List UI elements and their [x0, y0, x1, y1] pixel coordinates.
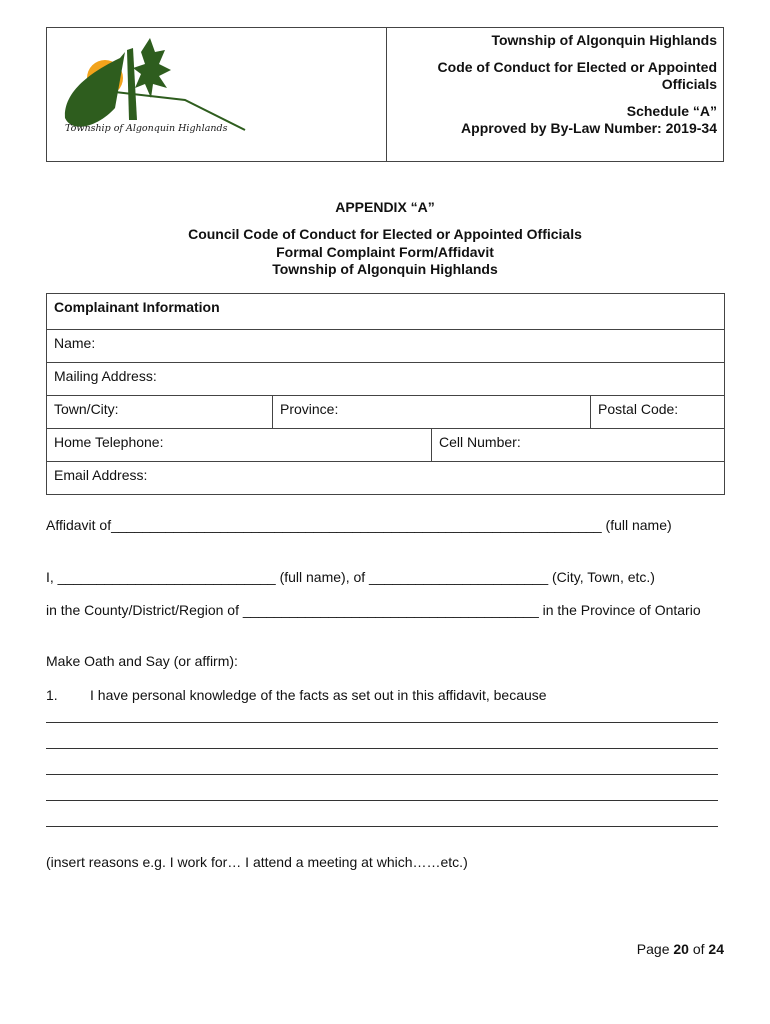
identity-line: I, ____________________________ (full name), of _______________________ (City, Town, etc.) — [46, 569, 655, 585]
schedule-label: Schedule “A” — [626, 103, 717, 119]
answer-line[interactable] — [46, 748, 718, 749]
township-logo — [55, 30, 255, 155]
item-1-number: 1. — [46, 687, 58, 703]
page-footer — [637, 941, 724, 957]
maple-leaf-shape — [133, 38, 171, 98]
header-table — [46, 27, 724, 162]
home-telephone-field[interactable]: Home Telephone: — [47, 429, 432, 462]
appendix-line2: Formal Complaint Form/Affidavit — [276, 243, 494, 260]
postal-code-field[interactable]: Postal Code: — [591, 396, 725, 429]
page-label: Page — [636, 941, 670, 957]
doc-title: Code of Conduct for Elected or Appointed Officials — [437, 59, 717, 92]
name-field[interactable]: Name: — [47, 330, 725, 363]
page-total: 24 — [708, 941, 724, 957]
insert-note: (insert reasons e.g. I work for… I attend a meeting at which……etc.) — [46, 854, 468, 870]
cell-number-field[interactable]: Cell Number: — [432, 429, 725, 462]
complainant-table — [46, 293, 725, 495]
header-info — [397, 32, 717, 147]
appendix-heading — [0, 226, 770, 279]
item-1 — [46, 686, 726, 704]
email-address-field[interactable]: Email Address: — [47, 462, 725, 495]
affidavit-line: Affidavit of_______________________________________________________________ (full name) — [46, 517, 672, 533]
logo-text: Township of Algonquin Highlands — [65, 123, 228, 134]
appendix-label: APPENDIX “A” — [335, 199, 435, 215]
appendix-line3: Township of Algonquin Highlands — [272, 261, 498, 277]
logo-cell — [47, 28, 387, 161]
page-number: 20 — [673, 941, 689, 957]
answer-line[interactable] — [46, 800, 718, 801]
section-title: Complainant Information — [47, 294, 725, 330]
mailing-address-field[interactable]: Mailing Address: — [47, 363, 725, 396]
oath-line: Make Oath and Say (or affirm): — [46, 653, 238, 669]
town-city-field[interactable]: Town/City: — [47, 396, 273, 429]
of-label: of — [692, 941, 705, 957]
answer-line[interactable] — [46, 774, 718, 775]
item-1-text: I have personal knowledge of the facts as set out in this affidavit, because — [90, 687, 547, 703]
answer-line[interactable] — [46, 826, 718, 827]
province-field[interactable]: Province: — [273, 396, 591, 429]
county-line: in the County/District/Region of ______________________________________ in the Province of Ontario — [46, 602, 701, 618]
org-name: Township of Algonquin Highlands — [491, 32, 717, 48]
bylaw-label: Approved by By-Law Number: 2019-34 — [461, 120, 717, 136]
answer-line[interactable] — [46, 722, 718, 723]
appendix-line1: Council Code of Conduct for Elected or Appointed Officials — [188, 226, 582, 242]
letter-stroke — [127, 48, 137, 120]
